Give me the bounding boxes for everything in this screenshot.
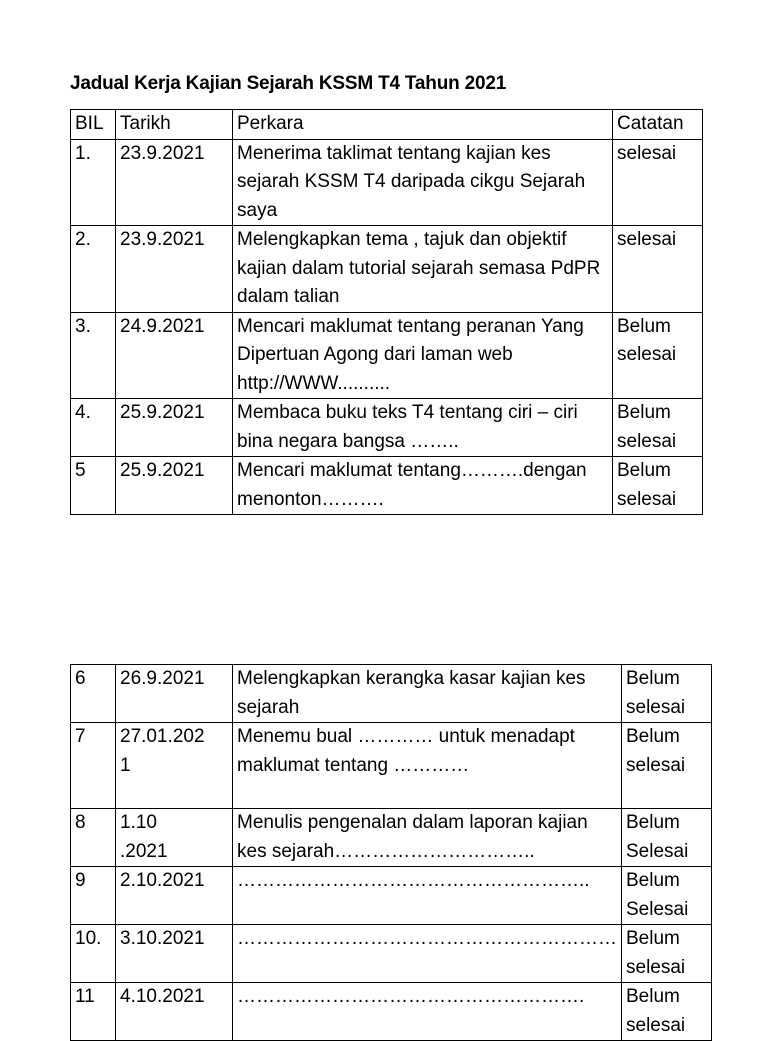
cell-bil: 3. <box>71 312 116 399</box>
table-row <box>71 312 703 399</box>
cell-catatan: selesai <box>613 226 703 313</box>
header-tarikh: Tarikh <box>116 110 233 140</box>
table-header-row <box>71 110 703 140</box>
cell-tarikh: 25.9.2021 <box>116 457 233 515</box>
document-title: Jadual Kerja Kajian Sejarah KSSM T4 Tahun 2021 <box>70 73 507 94</box>
cell-perkara: Membaca buku teks T4 tentang ciri – ciri bina negara bangsa …….. <box>233 399 613 457</box>
cell-catatan: Belum selesai <box>622 723 712 809</box>
cell-bil: 5 <box>71 457 116 515</box>
table-row <box>71 457 703 515</box>
header-bil: BIL <box>71 110 116 140</box>
table-row <box>71 867 712 925</box>
cell-tarikh: 25.9.2021 <box>116 399 233 457</box>
cell-catatan: selesai <box>613 139 703 226</box>
table-row <box>71 983 712 1041</box>
cell-perkara: Menemu bual ………… untuk menadapt maklumat tentang ………… <box>233 723 622 809</box>
cell-tarikh: 3.10.2021 <box>116 925 233 983</box>
cell-bil: 4. <box>71 399 116 457</box>
cell-tarikh: 24.9.2021 <box>116 312 233 399</box>
cell-catatan: Belum Selesai <box>622 867 712 925</box>
cell-bil: 7 <box>71 723 116 809</box>
cell-perkara: Menulis pengenalan dalam laporan kajian kes sejarah………………………….. <box>233 809 622 867</box>
cell-tarikh: 4.10.2021 <box>116 983 233 1041</box>
schedule-table-part-1 <box>70 109 703 515</box>
cell-tarikh: 2.10.2021 <box>116 867 233 925</box>
cell-catatan: Belum selesai <box>613 399 703 457</box>
cell-catatan: Belum selesai <box>613 312 703 399</box>
table-row <box>71 723 712 809</box>
cell-bil: 11 <box>71 983 116 1041</box>
cell-catatan: Belum Selesai <box>622 809 712 867</box>
table-row <box>71 226 703 313</box>
cell-perkara: Melengkapkan kerangka kasar kajian kes sejarah <box>233 665 622 723</box>
cell-tarikh: 23.9.2021 <box>116 139 233 226</box>
cell-perkara: …………………………………………………… <box>233 925 622 983</box>
table-row <box>71 925 712 983</box>
header-perkara: Perkara <box>233 110 613 140</box>
cell-bil: 2. <box>71 226 116 313</box>
table-row <box>71 665 712 723</box>
cell-tarikh: 23.9.2021 <box>116 226 233 313</box>
cell-bil: 10. <box>71 925 116 983</box>
cell-tarikh: 1.10 .2021 <box>116 809 233 867</box>
cell-perkara: ………………………………………………. <box>233 983 622 1041</box>
cell-catatan: Belum selesai <box>622 665 712 723</box>
cell-bil: 9 <box>71 867 116 925</box>
table-row <box>71 809 712 867</box>
cell-perkara: Mencari maklumat tentang peranan Yang Dipertuan Agong dari laman web http://WWW.......... <box>233 312 613 399</box>
cell-catatan: Belum selesai <box>622 983 712 1041</box>
schedule-table-part-2 <box>70 664 712 1041</box>
table-row <box>71 399 703 457</box>
cell-perkara: Mencari maklumat tentang……….dengan menonton………. <box>233 457 613 515</box>
cell-tarikh: 27.01.202 1 <box>116 723 233 809</box>
table-row <box>71 139 703 226</box>
cell-bil: 6 <box>71 665 116 723</box>
cell-tarikh: 26.9.2021 <box>116 665 233 723</box>
cell-perkara: Menerima taklimat tentang kajian kes sejarah KSSM T4 daripada cikgu Sejarah saya <box>233 139 613 226</box>
cell-bil: 8 <box>71 809 116 867</box>
cell-perkara: Melengkapkan tema , tajuk dan objektif kajian dalam tutorial sejarah semasa PdPR dalam talian <box>233 226 613 313</box>
cell-bil: 1. <box>71 139 116 226</box>
cell-perkara: ……………………………………………….. <box>233 867 622 925</box>
cell-catatan: Belum selesai <box>613 457 703 515</box>
header-catatan: Catatan <box>613 110 703 140</box>
cell-catatan: Belum selesai <box>622 925 712 983</box>
